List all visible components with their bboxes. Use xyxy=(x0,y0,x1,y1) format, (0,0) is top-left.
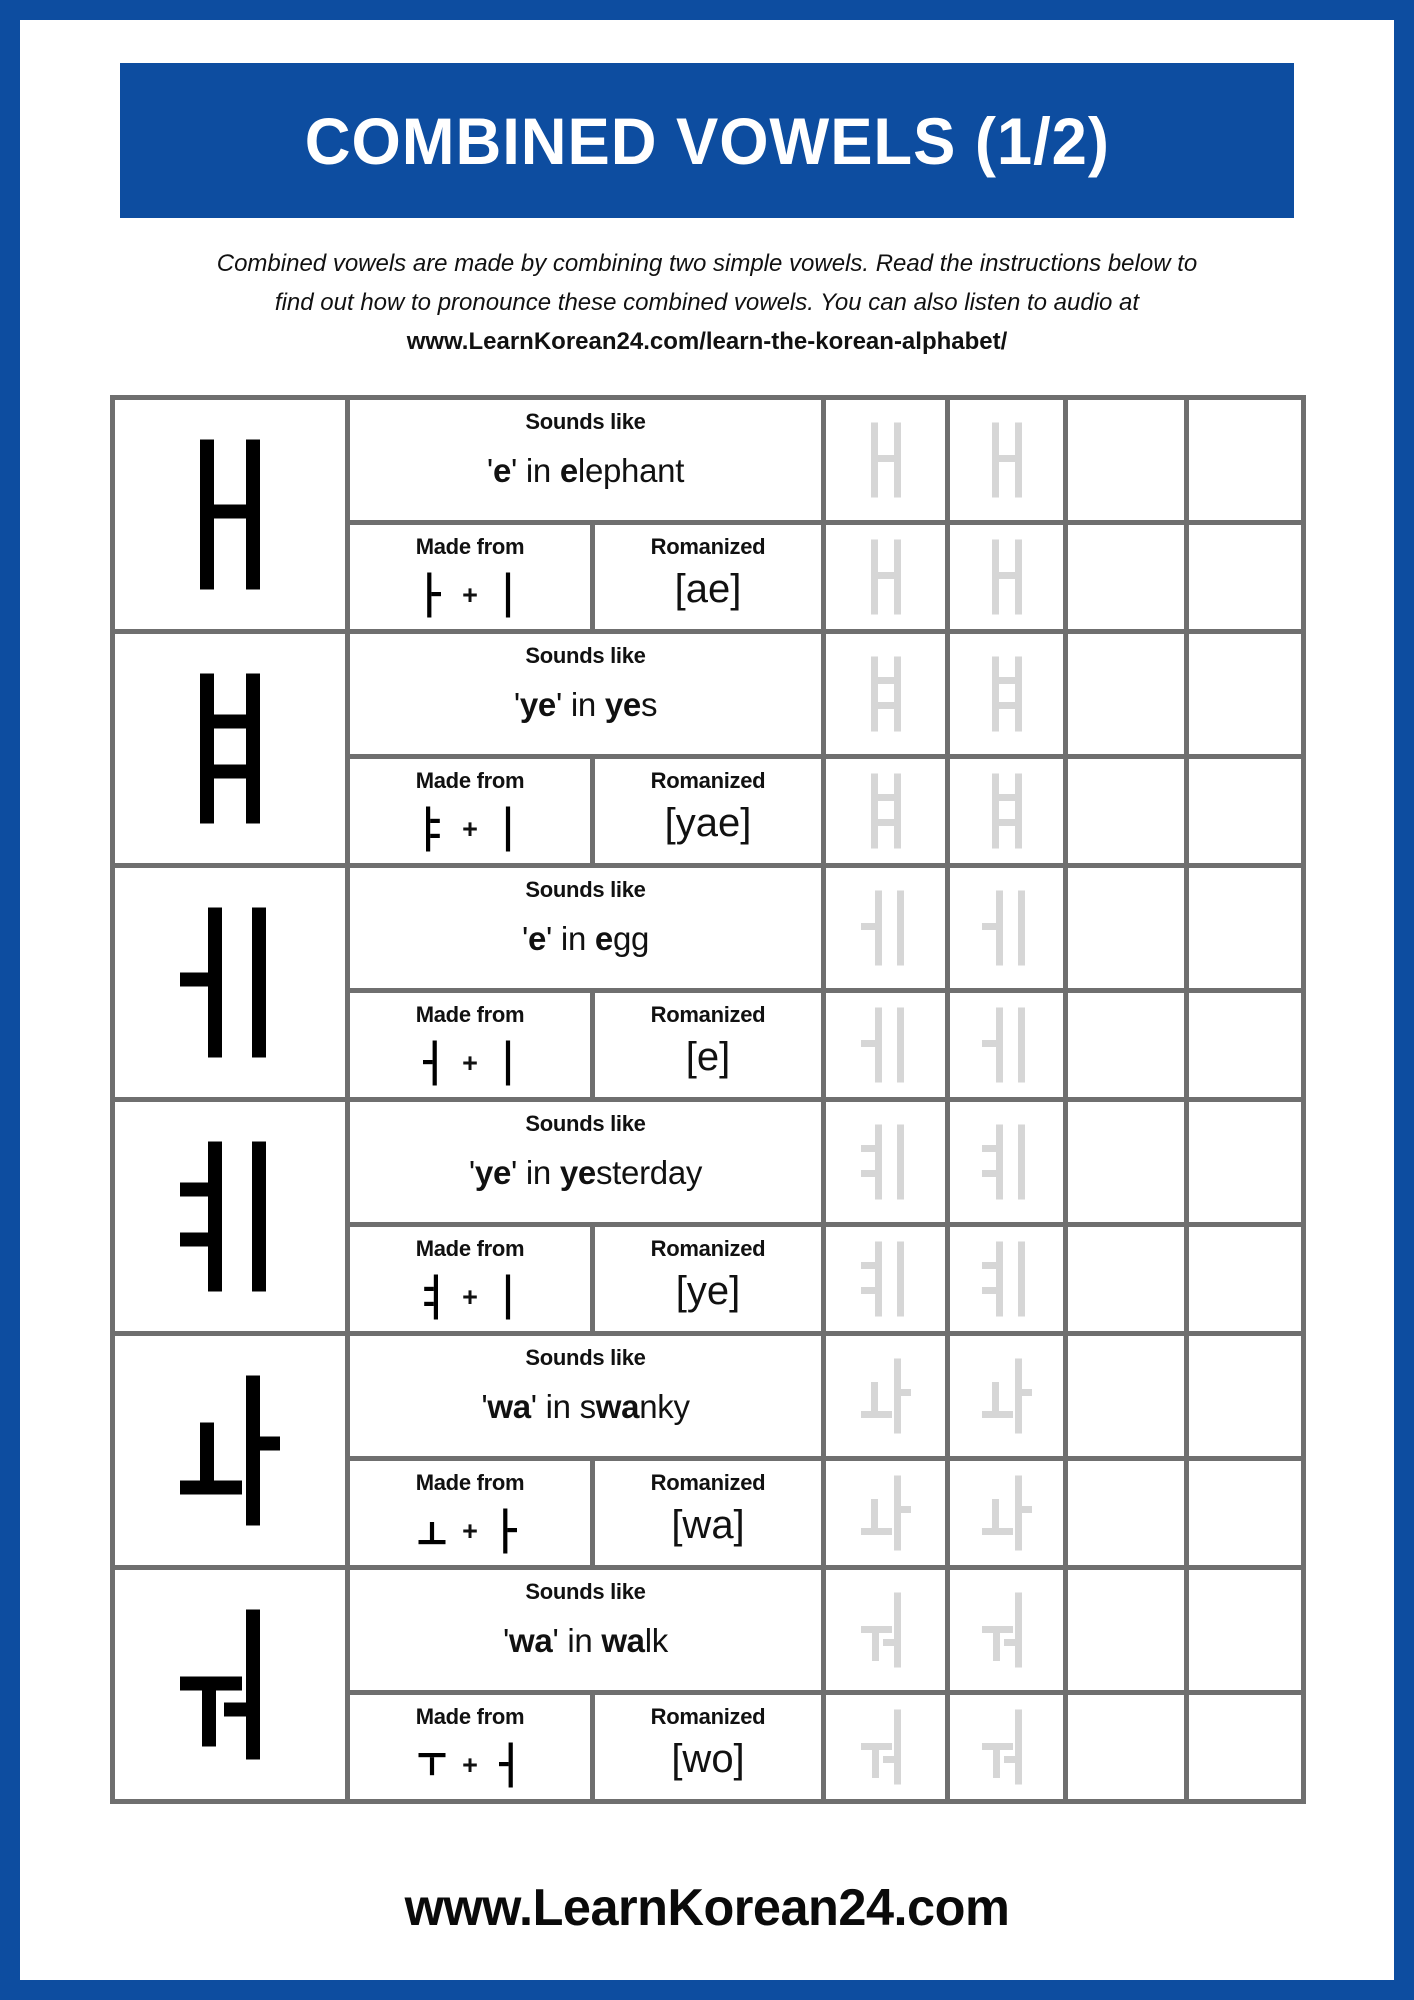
word-suffix: s xyxy=(640,686,658,723)
sound-connector: in xyxy=(536,1388,580,1425)
trace-ae-glyph xyxy=(861,420,911,500)
trace-yae-glyph xyxy=(861,654,911,734)
jamo-eo-glyph xyxy=(493,1741,523,1789)
vowel-table xyxy=(110,395,1306,1804)
made-from-label: Made from xyxy=(415,1470,525,1495)
vowel-ae-glyph xyxy=(180,432,280,597)
table-row xyxy=(115,400,1301,629)
sound-connector: in xyxy=(562,686,605,723)
romanized-value: [ae] xyxy=(674,567,742,611)
page-title: COMBINED VOWELS (1/2) xyxy=(304,103,1110,178)
practice-trace-cell xyxy=(950,525,1063,629)
practice-trace-cell xyxy=(826,1227,945,1331)
jamo-i-glyph xyxy=(493,1273,523,1321)
sound-connector: in xyxy=(517,1154,560,1191)
jamo-ya-glyph xyxy=(417,805,447,853)
sound-example xyxy=(481,1388,689,1426)
practice-empty-cell xyxy=(1189,993,1301,1097)
jamo-a-glyph xyxy=(493,1507,523,1555)
romanized-value: [e] xyxy=(685,1035,731,1079)
vowel-cell xyxy=(115,1336,345,1565)
practice-trace-cell xyxy=(950,1461,1063,1565)
table-row xyxy=(115,1336,1301,1565)
footer-url: www.LearnKorean24.com xyxy=(404,1879,1010,1937)
quote-close: ' xyxy=(511,1154,518,1191)
made-from-cell xyxy=(350,1461,590,1565)
romanized-cell xyxy=(595,1461,821,1565)
plus-sign: + xyxy=(462,813,478,844)
quote-close: ' xyxy=(555,686,562,723)
plus-sign: + xyxy=(462,1749,478,1780)
quote-open: ' xyxy=(486,452,493,489)
sounds-like-label: Sounds like xyxy=(525,877,646,902)
practice-empty-cell xyxy=(1189,759,1301,863)
trace-ae-glyph xyxy=(982,420,1032,500)
trace-e-glyph xyxy=(861,888,911,968)
table-row xyxy=(115,1570,1301,1799)
sound-example xyxy=(487,452,684,490)
sound-example xyxy=(522,920,649,958)
trace-wo-glyph xyxy=(861,1707,911,1787)
vowel-cell xyxy=(115,400,345,629)
practice-trace-cell xyxy=(826,993,945,1097)
quote-close: ' xyxy=(530,1388,537,1425)
practice-empty-cell xyxy=(1068,1102,1184,1222)
romanized-cell xyxy=(595,993,821,1097)
made-from-label: Made from xyxy=(415,1002,525,1027)
word-suffix: gg xyxy=(612,920,650,957)
romanized-label: Romanized xyxy=(650,1002,766,1027)
word-suffix: lk xyxy=(644,1622,668,1659)
quote-open: ' xyxy=(513,686,520,723)
vowel-cell xyxy=(115,868,345,1097)
word-suffix: sterday xyxy=(595,1154,703,1191)
romanized-label: Romanized xyxy=(650,534,766,559)
word-bold: wa xyxy=(601,1622,645,1659)
made-from-label: Made from xyxy=(415,1236,525,1261)
vowel-wa-glyph xyxy=(180,1368,280,1533)
quote-open: ' xyxy=(503,1622,510,1659)
quote-close: ' xyxy=(552,1622,559,1659)
intro-line-1: Combined vowels are made by combining two simple vowels. Read the instructions below to xyxy=(216,250,1198,277)
sound-connector: in xyxy=(558,1622,602,1659)
worksheet-page xyxy=(20,20,1394,1980)
sounds-like-label: Sounds like xyxy=(525,1111,646,1136)
trace-ye-glyph xyxy=(982,1239,1032,1319)
sound-connector: in xyxy=(517,452,560,489)
made-from-cell xyxy=(350,759,590,863)
trace-wo-glyph xyxy=(982,1590,1032,1670)
practice-trace-cell xyxy=(950,993,1063,1097)
table-row xyxy=(115,634,1301,863)
intro-line-2: find out how to pronounce these combined vowels. You can also listen to audio at xyxy=(274,289,1140,316)
made-from-value xyxy=(417,571,523,619)
practice-empty-cell xyxy=(1189,634,1301,754)
trace-ye-glyph xyxy=(861,1239,911,1319)
trace-ye-glyph xyxy=(982,1122,1032,1202)
trace-wo-glyph xyxy=(982,1707,1032,1787)
sounds-like-cell xyxy=(350,400,821,520)
quote-open: ' xyxy=(521,920,528,957)
practice-trace-cell xyxy=(826,759,945,863)
intro-text xyxy=(20,244,1394,361)
practice-trace-cell xyxy=(950,868,1063,988)
trace-wa-glyph xyxy=(861,1356,911,1436)
practice-empty-cell xyxy=(1189,1102,1301,1222)
practice-empty-cell xyxy=(1068,1695,1184,1799)
practice-trace-cell xyxy=(826,1461,945,1565)
trace-e-glyph xyxy=(861,1005,911,1085)
made-from-cell xyxy=(350,525,590,629)
trace-yae-glyph xyxy=(982,771,1032,851)
trace-wa-glyph xyxy=(861,1473,911,1553)
trace-ae-glyph xyxy=(861,537,911,617)
romanized-value: [ye] xyxy=(675,1269,741,1313)
romanized-label: Romanized xyxy=(650,1470,766,1495)
word-prefix: s xyxy=(579,1388,596,1425)
practice-empty-cell xyxy=(1189,1336,1301,1456)
word-suffix: lephant xyxy=(577,452,685,489)
practice-empty-cell xyxy=(1068,993,1184,1097)
practice-trace-cell xyxy=(826,868,945,988)
table-row xyxy=(115,868,1301,1097)
vowel-ye-glyph xyxy=(180,1134,280,1299)
made-from-label: Made from xyxy=(415,1704,525,1729)
romanized-label: Romanized xyxy=(650,1236,766,1261)
romanized-cell xyxy=(595,759,821,863)
romanized-value: [yae] xyxy=(664,801,752,845)
practice-trace-cell xyxy=(950,1570,1063,1690)
trace-e-glyph xyxy=(982,888,1032,968)
romanized-value: [wa] xyxy=(671,1503,745,1547)
romanized-cell xyxy=(595,1227,821,1331)
practice-trace-cell xyxy=(826,634,945,754)
sounds-like-cell xyxy=(350,868,821,988)
plus-sign: + xyxy=(462,1515,478,1546)
sound-connector: in xyxy=(552,920,595,957)
romanized-label: Romanized xyxy=(650,1704,766,1729)
practice-empty-cell xyxy=(1189,1695,1301,1799)
practice-empty-cell xyxy=(1068,759,1184,863)
practice-empty-cell xyxy=(1068,1336,1184,1456)
plus-sign: + xyxy=(462,1281,478,1312)
quote-close: ' xyxy=(546,920,553,957)
made-from-label: Made from xyxy=(415,768,525,793)
vowel-cell xyxy=(115,1102,345,1331)
title-banner xyxy=(120,63,1294,218)
trace-yae-glyph xyxy=(861,771,911,851)
sounds-like-cell xyxy=(350,1570,821,1690)
practice-empty-cell xyxy=(1068,1461,1184,1565)
sound-example xyxy=(469,1154,702,1192)
practice-empty-cell xyxy=(1068,525,1184,629)
sound-example xyxy=(503,1622,668,1660)
word-bold: e xyxy=(559,452,578,489)
sounds-like-cell xyxy=(350,1102,821,1222)
sounds-like-label: Sounds like xyxy=(525,1579,646,1604)
sounds-like-cell xyxy=(350,1336,821,1456)
practice-trace-cell xyxy=(826,1102,945,1222)
romanized-label: Romanized xyxy=(650,768,766,793)
table-row xyxy=(115,1102,1301,1331)
trace-wa-glyph xyxy=(982,1356,1032,1436)
word-bold: ye xyxy=(604,686,641,723)
trace-wo-glyph xyxy=(861,1590,911,1670)
practice-empty-cell xyxy=(1189,1570,1301,1690)
practice-empty-cell xyxy=(1068,868,1184,988)
sound-quoted: wa xyxy=(487,1388,531,1425)
quote-close: ' xyxy=(511,452,518,489)
sounds-like-label: Sounds like xyxy=(525,643,646,668)
sound-quoted: ye xyxy=(519,686,556,723)
made-from-cell xyxy=(350,1695,590,1799)
practice-trace-cell xyxy=(826,1695,945,1799)
trace-ae-glyph xyxy=(982,537,1032,617)
vowel-wo-glyph xyxy=(180,1602,280,1767)
practice-trace-cell xyxy=(950,1102,1063,1222)
practice-trace-cell xyxy=(826,1570,945,1690)
practice-empty-cell xyxy=(1189,400,1301,520)
vowel-cell xyxy=(115,634,345,863)
jamo-u-glyph xyxy=(417,1741,447,1789)
practice-trace-cell xyxy=(826,1336,945,1456)
made-from-cell xyxy=(350,993,590,1097)
practice-empty-cell xyxy=(1068,1227,1184,1331)
trace-ye-glyph xyxy=(861,1122,911,1202)
practice-trace-cell xyxy=(826,400,945,520)
practice-trace-cell xyxy=(950,1695,1063,1799)
quote-open: ' xyxy=(468,1154,475,1191)
sound-quoted: ye xyxy=(474,1154,512,1191)
sound-example xyxy=(514,686,657,724)
practice-empty-cell xyxy=(1068,1570,1184,1690)
made-from-value xyxy=(417,1273,523,1321)
practice-trace-cell xyxy=(950,759,1063,863)
vowel-yae-glyph xyxy=(180,666,280,831)
word-bold: wa xyxy=(595,1388,640,1425)
romanized-value: [wo] xyxy=(671,1737,745,1781)
jamo-yeo-glyph xyxy=(417,1273,447,1321)
practice-empty-cell xyxy=(1189,1227,1301,1331)
intro-url: www.LearnKorean24.com/learn-the-korean-alphabet/ xyxy=(406,328,1008,355)
sounds-like-label: Sounds like xyxy=(525,409,646,434)
jamo-i-glyph xyxy=(493,805,523,853)
trace-yae-glyph xyxy=(982,654,1032,734)
sounds-like-cell xyxy=(350,634,821,754)
quote-open: ' xyxy=(481,1388,488,1425)
made-from-value xyxy=(417,1039,523,1087)
sound-quoted: e xyxy=(492,452,511,489)
trace-wa-glyph xyxy=(982,1473,1032,1553)
word-bold: ye xyxy=(559,1154,596,1191)
practice-trace-cell xyxy=(950,1336,1063,1456)
made-from-cell xyxy=(350,1227,590,1331)
practice-empty-cell xyxy=(1068,634,1184,754)
practice-trace-cell xyxy=(950,634,1063,754)
practice-trace-cell xyxy=(950,400,1063,520)
vowel-cell xyxy=(115,1570,345,1799)
word-suffix: nky xyxy=(639,1388,690,1425)
plus-sign: + xyxy=(462,579,478,610)
practice-trace-cell xyxy=(826,525,945,629)
practice-empty-cell xyxy=(1189,525,1301,629)
sounds-like-label: Sounds like xyxy=(525,1345,646,1370)
made-from-label: Made from xyxy=(415,534,525,559)
made-from-value xyxy=(417,805,523,853)
romanized-cell xyxy=(595,1695,821,1799)
made-from-value xyxy=(417,1741,523,1789)
jamo-i-glyph xyxy=(493,571,523,619)
vowel-e-glyph xyxy=(180,900,280,1065)
practice-empty-cell xyxy=(1189,868,1301,988)
made-from-value xyxy=(417,1507,523,1555)
plus-sign: + xyxy=(462,1047,478,1078)
jamo-i-glyph xyxy=(493,1039,523,1087)
jamo-eo-glyph xyxy=(417,1039,447,1087)
practice-trace-cell xyxy=(950,1227,1063,1331)
sound-quoted: e xyxy=(527,920,547,957)
practice-empty-cell xyxy=(1068,400,1184,520)
practice-empty-cell xyxy=(1189,1461,1301,1565)
sound-quoted: wa xyxy=(509,1622,553,1659)
word-bold: e xyxy=(594,920,613,957)
jamo-a-glyph xyxy=(417,571,447,619)
romanized-cell xyxy=(595,525,821,629)
trace-e-glyph xyxy=(982,1005,1032,1085)
jamo-o-glyph xyxy=(417,1507,447,1555)
